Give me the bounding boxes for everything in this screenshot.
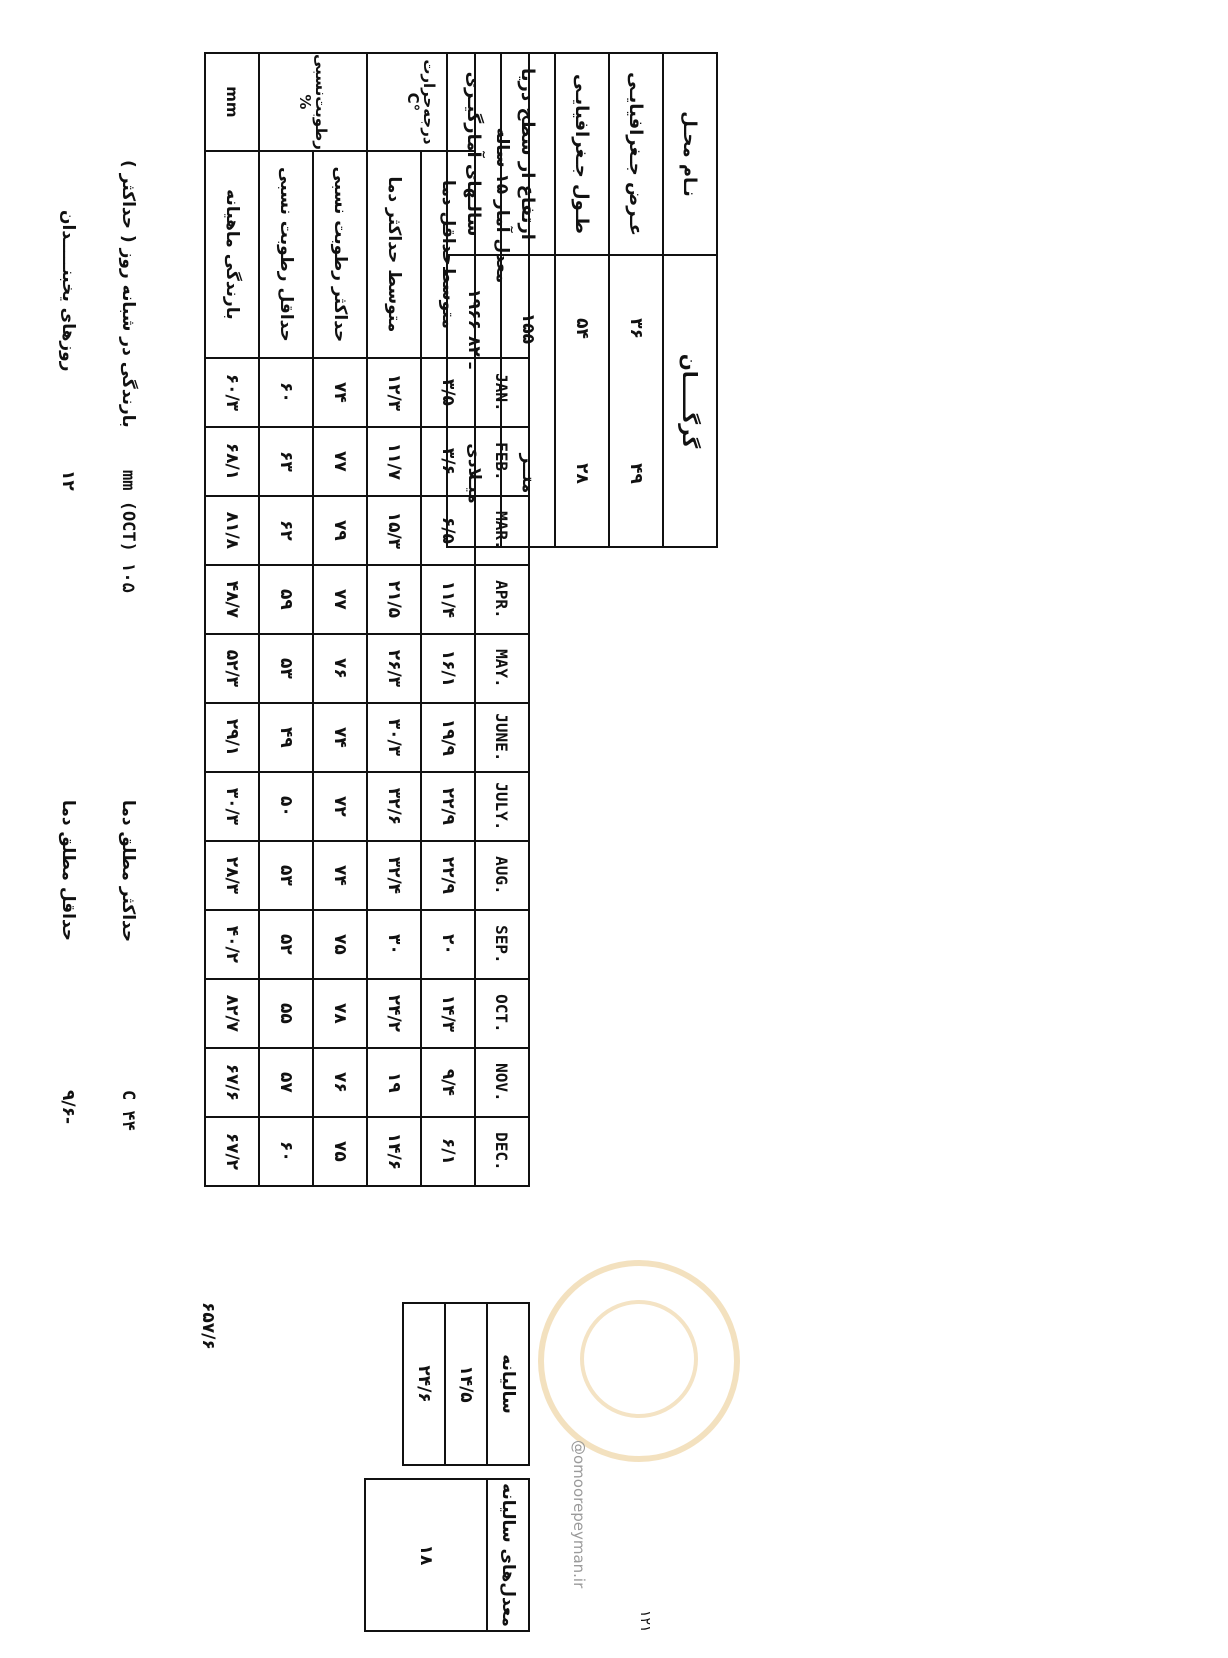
annual-table [402, 1302, 530, 1466]
cell: ۷۹ [313, 496, 367, 565]
cell: ۷۵ [313, 1117, 367, 1186]
cell: ۵۳ [259, 634, 313, 703]
cell: ۵۵ [259, 979, 313, 1048]
cell: ۳/۵ [421, 358, 475, 427]
cell: ۷۴ [313, 358, 367, 427]
info-value: ۳۶ [609, 255, 663, 401]
cell: ۴۸/۷ [205, 565, 259, 634]
annual-header: سالیانه [487, 1303, 529, 1465]
info-value2: ۲۸ [555, 401, 609, 547]
month-header: JUNE. [475, 703, 529, 772]
data-row [205, 53, 259, 1186]
info-label: ارتفاع از سطح دریا [501, 53, 555, 255]
abs-max-temp-label: حداکثر مطلق دما [118, 800, 138, 943]
annual2-header: معدل‌های سالیانه [487, 1479, 529, 1631]
info-value: ۱۵۵ [501, 255, 555, 401]
cell: ۳/۶ [421, 427, 475, 496]
month-header: MAY. [475, 634, 529, 703]
rain-unit-label: mm [205, 53, 259, 151]
month-header: JULY. [475, 772, 529, 841]
data-row [421, 53, 475, 1186]
cell: ۶۷/۶ [205, 1048, 259, 1117]
info-value2: متــر [501, 401, 555, 547]
annual-row [403, 1303, 445, 1465]
cell: ۷۴ [313, 703, 367, 772]
month-header: DEC. [475, 1117, 529, 1186]
page-number: ۱۲۱ [637, 1610, 653, 1633]
info-value: ۱۹۶۶ ـ ۸۲ [447, 255, 501, 401]
info-label: نـام محـل [663, 53, 717, 255]
annual-value: ۱۴/۵ [445, 1303, 487, 1465]
cell: ۸۱/۸ [205, 496, 259, 565]
max-daily-rain-value: ۱۰۵ mm (OCT) [118, 470, 138, 593]
cell: ۱۹/۹ [421, 703, 475, 772]
monthly-climate-table [204, 52, 530, 1187]
cell: ۱۴/۶ [367, 1117, 421, 1186]
annual2-row [365, 1479, 487, 1631]
cell: ۱۶/۱ [421, 634, 475, 703]
row-label: بارندگی ماهیانه [205, 151, 259, 358]
cell: ۳۲/۶ [367, 772, 421, 841]
cell: ۶۰/۳ [205, 358, 259, 427]
cell: ۵۲ [259, 910, 313, 979]
cell: ۸۲/۷ [205, 979, 259, 1048]
cell: ۷۷ [313, 565, 367, 634]
humidity-group-label: رطوبت‌نسبی % [259, 53, 367, 151]
annual-row [487, 1303, 529, 1465]
cell: ۱۱/۷ [367, 427, 421, 496]
watermark-text: @omoorepeyman.ir [570, 1440, 588, 1589]
frost-days-value: ۱۲ [58, 470, 78, 491]
cell: ۷۴ [313, 841, 367, 910]
cell: ۶/۱ [421, 1117, 475, 1186]
info-label: سالـهای آمارگیـری [447, 53, 501, 255]
cell: ۹/۴ [421, 1048, 475, 1117]
cell: ۷۵ [313, 910, 367, 979]
cell: ۲۰ [421, 910, 475, 979]
month-header: MAR. [475, 496, 529, 565]
cell: ۶۰ [259, 358, 313, 427]
cell: ۱۹ [367, 1048, 421, 1117]
month-header: AUG. [475, 841, 529, 910]
cell: ۲۸/۳ [205, 841, 259, 910]
annual-means-table [364, 1478, 530, 1632]
cell: ۳۰ [367, 910, 421, 979]
annual-row [445, 1303, 487, 1465]
annual-value: ۲۴/۶ [403, 1303, 445, 1465]
month-header: FEB. [475, 427, 529, 496]
cell: ۵۲/۳ [205, 634, 259, 703]
cell: ۱۲/۳ [367, 358, 421, 427]
cell: ۵۹ [259, 565, 313, 634]
annual2-value: ۱۸ [365, 1479, 487, 1631]
data-row [313, 53, 367, 1186]
data-row [367, 53, 421, 1186]
cell: ۶۰ [259, 1117, 313, 1186]
cell: ۶۲ [259, 496, 313, 565]
info-label: طـول جـغرافیایـی [555, 53, 609, 255]
data-row [259, 53, 313, 1186]
total-rainfall: ۶۵۷/۶ [198, 1302, 218, 1350]
info-row [555, 53, 609, 547]
abs-min-temp-label: حداقل مطلق دما [58, 800, 78, 942]
cell: ۱۱/۴ [421, 565, 475, 634]
cell: ۶۷/۲ [205, 1117, 259, 1186]
cell: ۴۰/۲ [205, 910, 259, 979]
cell: ۲۱/۵ [367, 565, 421, 634]
cell: ۲۴/۲ [367, 979, 421, 1048]
period-label: معدل آمار ۱۵ ساله [475, 53, 529, 358]
info-row [609, 53, 663, 547]
info-value2: ۴۹ [609, 401, 663, 547]
cell: ۷۶ [313, 1048, 367, 1117]
cell: ۲۶/۳ [367, 634, 421, 703]
cell: ۲۲/۹ [421, 841, 475, 910]
abs-min-temp-value: -۹/۶ [58, 1090, 78, 1125]
month-header: NOV. [475, 1048, 529, 1117]
frost-days-label: روزهای یخبنـــــدان [58, 210, 78, 372]
cell: ۴۹ [259, 703, 313, 772]
month-header: APR. [475, 565, 529, 634]
row-label: متوسط حداکثر دما [367, 151, 421, 358]
cell: ۵۷ [259, 1048, 313, 1117]
info-value2: میـلادی [447, 401, 501, 547]
month-header: JAN. [475, 358, 529, 427]
cell: ۵۰ [259, 772, 313, 841]
cell: ۷۲ [313, 772, 367, 841]
info-value: ۵۴ [555, 255, 609, 401]
abs-max-temp-value: ۴۴ C [118, 1090, 138, 1131]
cell: ۶۸/۱ [205, 427, 259, 496]
cell: ۳۲/۴ [367, 841, 421, 910]
info-value: گرگـــــان [663, 255, 717, 547]
cell: ۵۳ [259, 841, 313, 910]
cell: ۱۴/۳ [421, 979, 475, 1048]
cell: ۳۰/۳ [205, 772, 259, 841]
cell: ۷۷ [313, 427, 367, 496]
month-header: OCT. [475, 979, 529, 1048]
temperature-group-label: درجه‌حرارت °C [367, 53, 475, 151]
cell: ۲۹/۱ [205, 703, 259, 772]
info-row [663, 53, 717, 547]
cell: ۲۲/۹ [421, 772, 475, 841]
cell: ۱۵/۳ [367, 496, 421, 565]
annual2-row [487, 1479, 529, 1631]
row-label: حداقل رطوبت نسبی [259, 151, 313, 358]
month-header: SEP. [475, 910, 529, 979]
month-header-row [475, 53, 529, 1186]
cell: ۳۰/۳ [367, 703, 421, 772]
info-label: عـرض جـغرافیایـی [609, 53, 663, 255]
watermark-seal-gear [580, 1300, 698, 1418]
cell: ۶/۵ [421, 496, 475, 565]
cell: ۷۸ [313, 979, 367, 1048]
max-daily-rain-label: بارندگی در شبانه روز ( حداکثر ) [118, 160, 138, 428]
row-label: حداکثر رطوبت نسبی [313, 151, 367, 358]
row-label: متوسط‌حداقل دما [421, 151, 475, 358]
cell: ۷۶ [313, 634, 367, 703]
cell: ۶۳ [259, 427, 313, 496]
